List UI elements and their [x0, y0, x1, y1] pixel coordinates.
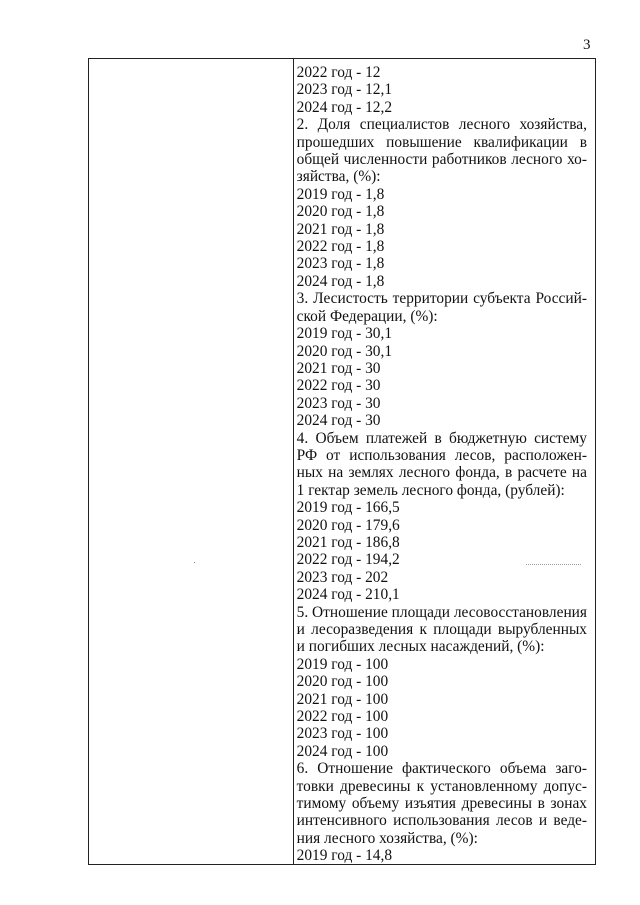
text-line: 5. Отношение площади лесовосстановления [296, 603, 587, 621]
text-line: тимому объему изъятия древесины в зонах [296, 795, 587, 813]
scan-speck [194, 562, 195, 563]
text-line: ных на землях лесного фонда, в расчете на [296, 464, 587, 482]
text-line: 2023 год - 100 [296, 725, 389, 743]
text-line: 2022 год - 100 [296, 708, 389, 726]
scan-noise [526, 564, 581, 567]
text-line: 4. Объем платежей в бюджетную систему [296, 429, 587, 447]
text-line: ской Федерации, (%): [296, 307, 438, 325]
text-line: ния лесного хозяйства, (%): [296, 829, 478, 847]
text-line: 2021 год - 30 [296, 359, 381, 377]
text-line: зяйства, (%): [296, 168, 381, 186]
text-line: 2023 год - 202 [296, 568, 389, 586]
text-line: 2024 год - 1,8 [296, 272, 385, 290]
text-line: РФ от использования лесов, расположен- [296, 446, 587, 464]
text-line: 2. Доля специалистов лесного хозяйства, [296, 116, 587, 134]
text-line: 2024 год - 12,2 [296, 98, 393, 116]
text-line: и погибших лесных насаждений, (%): [296, 638, 545, 656]
text-line: 2022 год - 1,8 [296, 238, 385, 256]
text-line: 2019 год - 1,8 [296, 185, 385, 203]
text-line: 2019 год - 14,8 [296, 847, 393, 865]
text-line: 2022 год - 30 [296, 377, 381, 395]
text-line: 2019 год - 166,5 [296, 499, 400, 517]
text-line: 2020 год - 30,1 [296, 342, 393, 360]
text-line: 2019 год - 100 [296, 655, 389, 673]
table-right-column [294, 59, 595, 864]
text-line: 2024 год - 30 [296, 412, 381, 430]
text-line: 2019 год - 30,1 [296, 325, 393, 343]
text-line: 2023 год - 12,1 [296, 81, 393, 99]
content-table [88, 58, 596, 865]
text-line: 3. Лесистость территории субъекта Россий- [296, 290, 587, 308]
text-line: 6. Отношение фактического объема заго- [296, 760, 587, 778]
text-line: интенсивного использования лесов и веде- [296, 812, 587, 830]
text-line: 2020 год - 100 [296, 673, 389, 691]
text-line: и лесоразведения к площади вырубленных [296, 621, 587, 638]
text-line: товки древесины к установленному допус- [296, 777, 587, 795]
text-line: 2021 год - 1,8 [296, 220, 385, 238]
text-line: 2020 год - 179,6 [296, 516, 400, 534]
text-line: 2022 год - 194,2 [296, 551, 400, 569]
text-line: 2024 год - 210,1 [296, 586, 400, 604]
page-number: 3 [583, 37, 591, 53]
text-line: 1 гектар земель лесного фонда, (рублей): [296, 481, 565, 499]
text-line: 2021 год - 186,8 [296, 533, 400, 551]
text-line: 2021 год - 100 [296, 690, 389, 708]
text-line: прошедших повышение квалификации в [296, 133, 587, 151]
text-line: общей численности работников лесного хо- [296, 151, 587, 169]
table-left-column [89, 59, 294, 864]
text-line: 2023 год - 1,8 [296, 255, 385, 273]
text-line: 2023 год - 30 [296, 394, 381, 412]
text-line: 2020 год - 1,8 [296, 203, 385, 221]
text-line: 2022 год - 12 [296, 64, 381, 81]
text-line: 2024 год - 100 [296, 742, 389, 760]
